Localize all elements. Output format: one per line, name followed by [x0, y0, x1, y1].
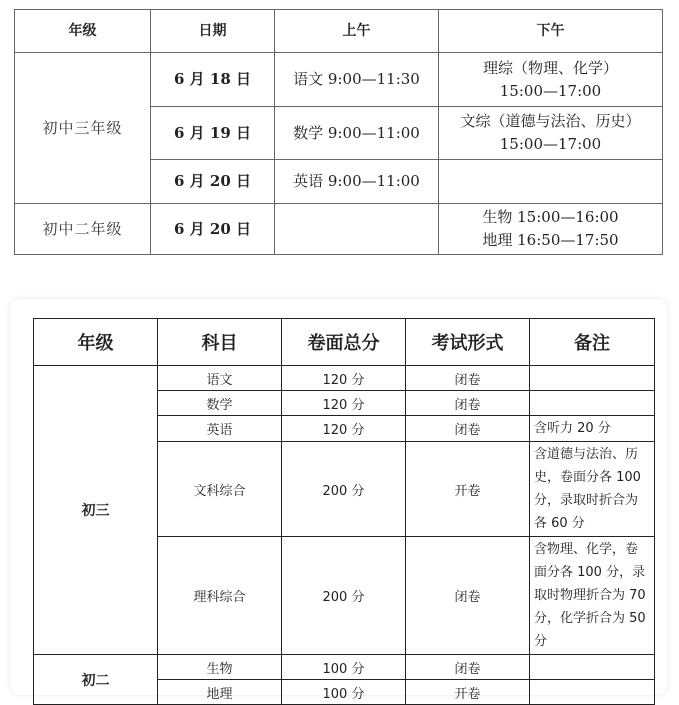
afternoon-cell: [439, 107, 663, 160]
exam-form-cell: 闭卷: [406, 416, 530, 442]
header-grade: 年级: [34, 319, 158, 366]
date-cell: 6 月 20 日: [151, 204, 275, 255]
morning-cell: 英语 9:00—11:00: [275, 160, 439, 204]
grade-cell: 初二: [34, 655, 158, 705]
subject-cell: 文科综合: [158, 442, 282, 537]
table-row: [34, 655, 655, 680]
total-score-cell: 200 分: [282, 537, 406, 655]
date-cell: 6 月 20 日: [151, 160, 275, 204]
table-header-row: [34, 319, 655, 366]
subject-cell: 英语: [158, 416, 282, 442]
total-score-cell: 120 分: [282, 391, 406, 416]
grade-cell: 初中三年级: [15, 53, 151, 204]
afternoon-cell: [439, 160, 663, 204]
remarks-cell: 含物理、化学，卷面分各 100 分，录取时物理折合为 70 分，化学折合为 50 分: [530, 537, 655, 655]
remarks-cell: 含听力 20 分: [530, 416, 655, 442]
total-score-cell: 200 分: [282, 442, 406, 537]
header-subject: 科目: [158, 319, 282, 366]
table-row: [15, 204, 663, 255]
subject-cell: 生物: [158, 655, 282, 680]
remarks-cell: [530, 655, 655, 680]
table-row: [15, 53, 663, 107]
afternoon-cell: [439, 53, 663, 107]
total-score-cell: 120 分: [282, 366, 406, 391]
exam-form-cell: 开卷: [406, 680, 530, 705]
afternoon-time: 地理 16:50—17:50: [482, 231, 619, 249]
exam-form-cell: 闭卷: [406, 391, 530, 416]
subject-cell: 理科综合: [158, 537, 282, 655]
subject-cell: 地理: [158, 680, 282, 705]
morning-cell: [275, 204, 439, 255]
header-grade: 年级: [15, 10, 151, 53]
score-table: [33, 318, 655, 705]
subject-cell: 数学: [158, 391, 282, 416]
header-morning: 上午: [275, 10, 439, 53]
table-row: [34, 366, 655, 391]
afternoon-subject: 理综（物理、化学）: [482, 58, 618, 77]
exam-form-cell: 闭卷: [406, 537, 530, 655]
remarks-cell: [530, 391, 655, 416]
header-date: 日期: [151, 10, 275, 53]
exam-form-cell: 开卷: [406, 442, 530, 537]
total-score-cell: 100 分: [282, 655, 406, 680]
afternoon-cell: [439, 204, 663, 255]
remarks-cell: [530, 366, 655, 391]
subject-cell: 语文: [158, 366, 282, 391]
morning-cell: 数学 9:00—11:00: [275, 107, 439, 160]
exam-form-cell: 闭卷: [406, 366, 530, 391]
remarks-cell: 含道德与法治、历史，卷面分各 100 分，录取时折合为各 60 分: [530, 442, 655, 537]
header-remarks: 备注: [530, 319, 655, 366]
afternoon-time: 15:00—17:00: [499, 135, 602, 153]
header-exam-form: 考试形式: [406, 319, 530, 366]
exam-form-cell: 闭卷: [406, 655, 530, 680]
total-score-cell: 120 分: [282, 416, 406, 442]
remarks-cell: [530, 680, 655, 705]
total-score-cell: 100 分: [282, 680, 406, 705]
date-cell: 6 月 19 日: [151, 107, 275, 160]
grade-cell: 初三: [34, 366, 158, 655]
grade-cell: 初中二年级: [15, 204, 151, 255]
afternoon-subject: 生物 15:00—16:00: [482, 208, 619, 226]
header-total-score: 卷面总分: [282, 319, 406, 366]
exam-schedule-table: [14, 9, 663, 255]
date-cell: 6 月 18 日: [151, 53, 275, 107]
header-afternoon: 下午: [439, 10, 663, 53]
morning-cell: 语文 9:00—11:30: [275, 53, 439, 107]
afternoon-subject: 文综（道德与法治、历史）: [460, 112, 641, 130]
table-header-row: [15, 10, 663, 53]
afternoon-time: 15:00—17:00: [499, 81, 602, 100]
